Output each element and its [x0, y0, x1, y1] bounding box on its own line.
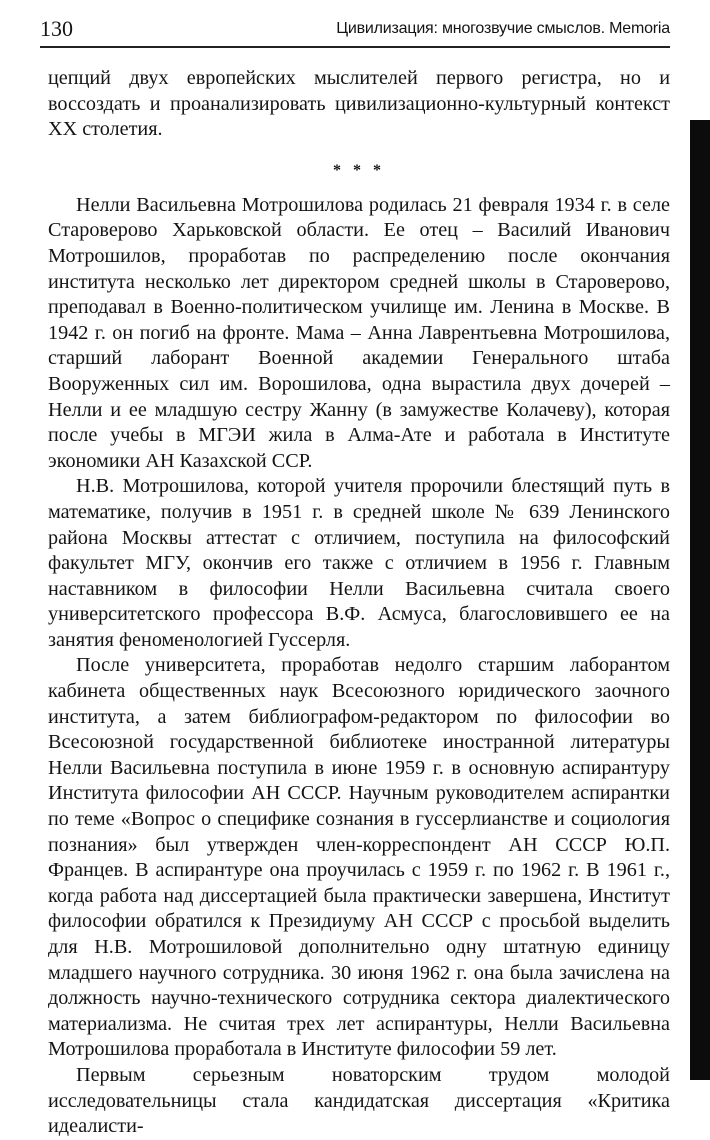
body-text — [48, 66, 670, 1140]
page-number: 130 — [40, 16, 73, 41]
paragraph-continuation: цепций двух европейских мыслителей первого регистра, но и воссоздать и проанализировать цивилизационно-культурный контекст XX столетия. — [48, 67, 670, 141]
paragraph-biography-birth: Нелли Васильевна Мотрошилова родилась 21 февраля 1934 г. в селе Староверово Харьковской области. Ее отец – Василий Иванович Мотрошилов, проработав по распределению после окончания института несколько лет директором средней школы в Староверово, преподавал в Военно-политическом училище им. Ленина в Москве. В 1942 г. он погиб на фронте. Мама – Анна Лаврентьевна Мотрошилова, старший лаборант Военной академии Генерального штаба Вооруженных сил им. Ворошилова, одна вырастила двух дочерей – Нелли и ее младшую сестру Жанну (в замужестве Колачеву), которая после учебы в МГЭИ жила в Алма-Ате и работала в Институте экономики АН Казахской ССР. — [48, 193, 670, 472]
scan-edge-shadow — [690, 120, 710, 1080]
paragraph-education: Н.В. Мотрошилова, которой учителя пророчили блестящий путь в математике, получив в 1951 г. в средней школе № 639 Ленинского района Москвы аттестат с отличием, поступила на философский факультет МГУ, окончив его также с отличием в 1956 г. Главным наставником в философии Нелли Васильевна считала своего университетского профессора В.Ф. Асмуса, благословившего ее на занятия феноменологией Гуссерля. — [48, 475, 670, 651]
section-separator: * * * — [333, 161, 385, 179]
running-title: Цивилизация: многозвучие смыслов. Memoria — [336, 20, 670, 37]
paragraph-dissertation: Первым серьезным новаторским трудом молодой исследовательницы стала кандидатская диссертация «Критика идеалисти- — [48, 1063, 670, 1138]
paragraph-postgraduate: После университета, проработав недолго старшим лаборантом кабинета общественных наук Всесоюзного юридического заочного института, а затем библиографом-редактором по философии во Всесоюзной государственной библиотеке иностранной литературы Нелли Васильевна поступила в июне 1959 г. в основную аспирантуру Института философии АН СССР. Научным руководителем аспирантки по теме «Вопрос о специфике сознания в гуссерлианстве и социология познания» был утвержден член-корреспондент АН СССР Ю.П. Францев. В аспирантуре она проучилась с 1959 г. по 1962 г. В 1961 г., когда работа над диссертацией была практически завершена, Институт философии обратился к Президиуму АН СССР с просьбой выделить для Н.В. Мотрошиловой дополнительно одну штатную единицу младшего научного сотрудника. 30 июня 1962 г. она была зачислена на должность научно-технического сотрудника сектора диалектического материализма. Не считая трех лет аспирантуры, Нелли Васильевна Мотрошилова проработала в Институте философии 59 лет. — [48, 654, 670, 1061]
page-header — [40, 12, 670, 48]
